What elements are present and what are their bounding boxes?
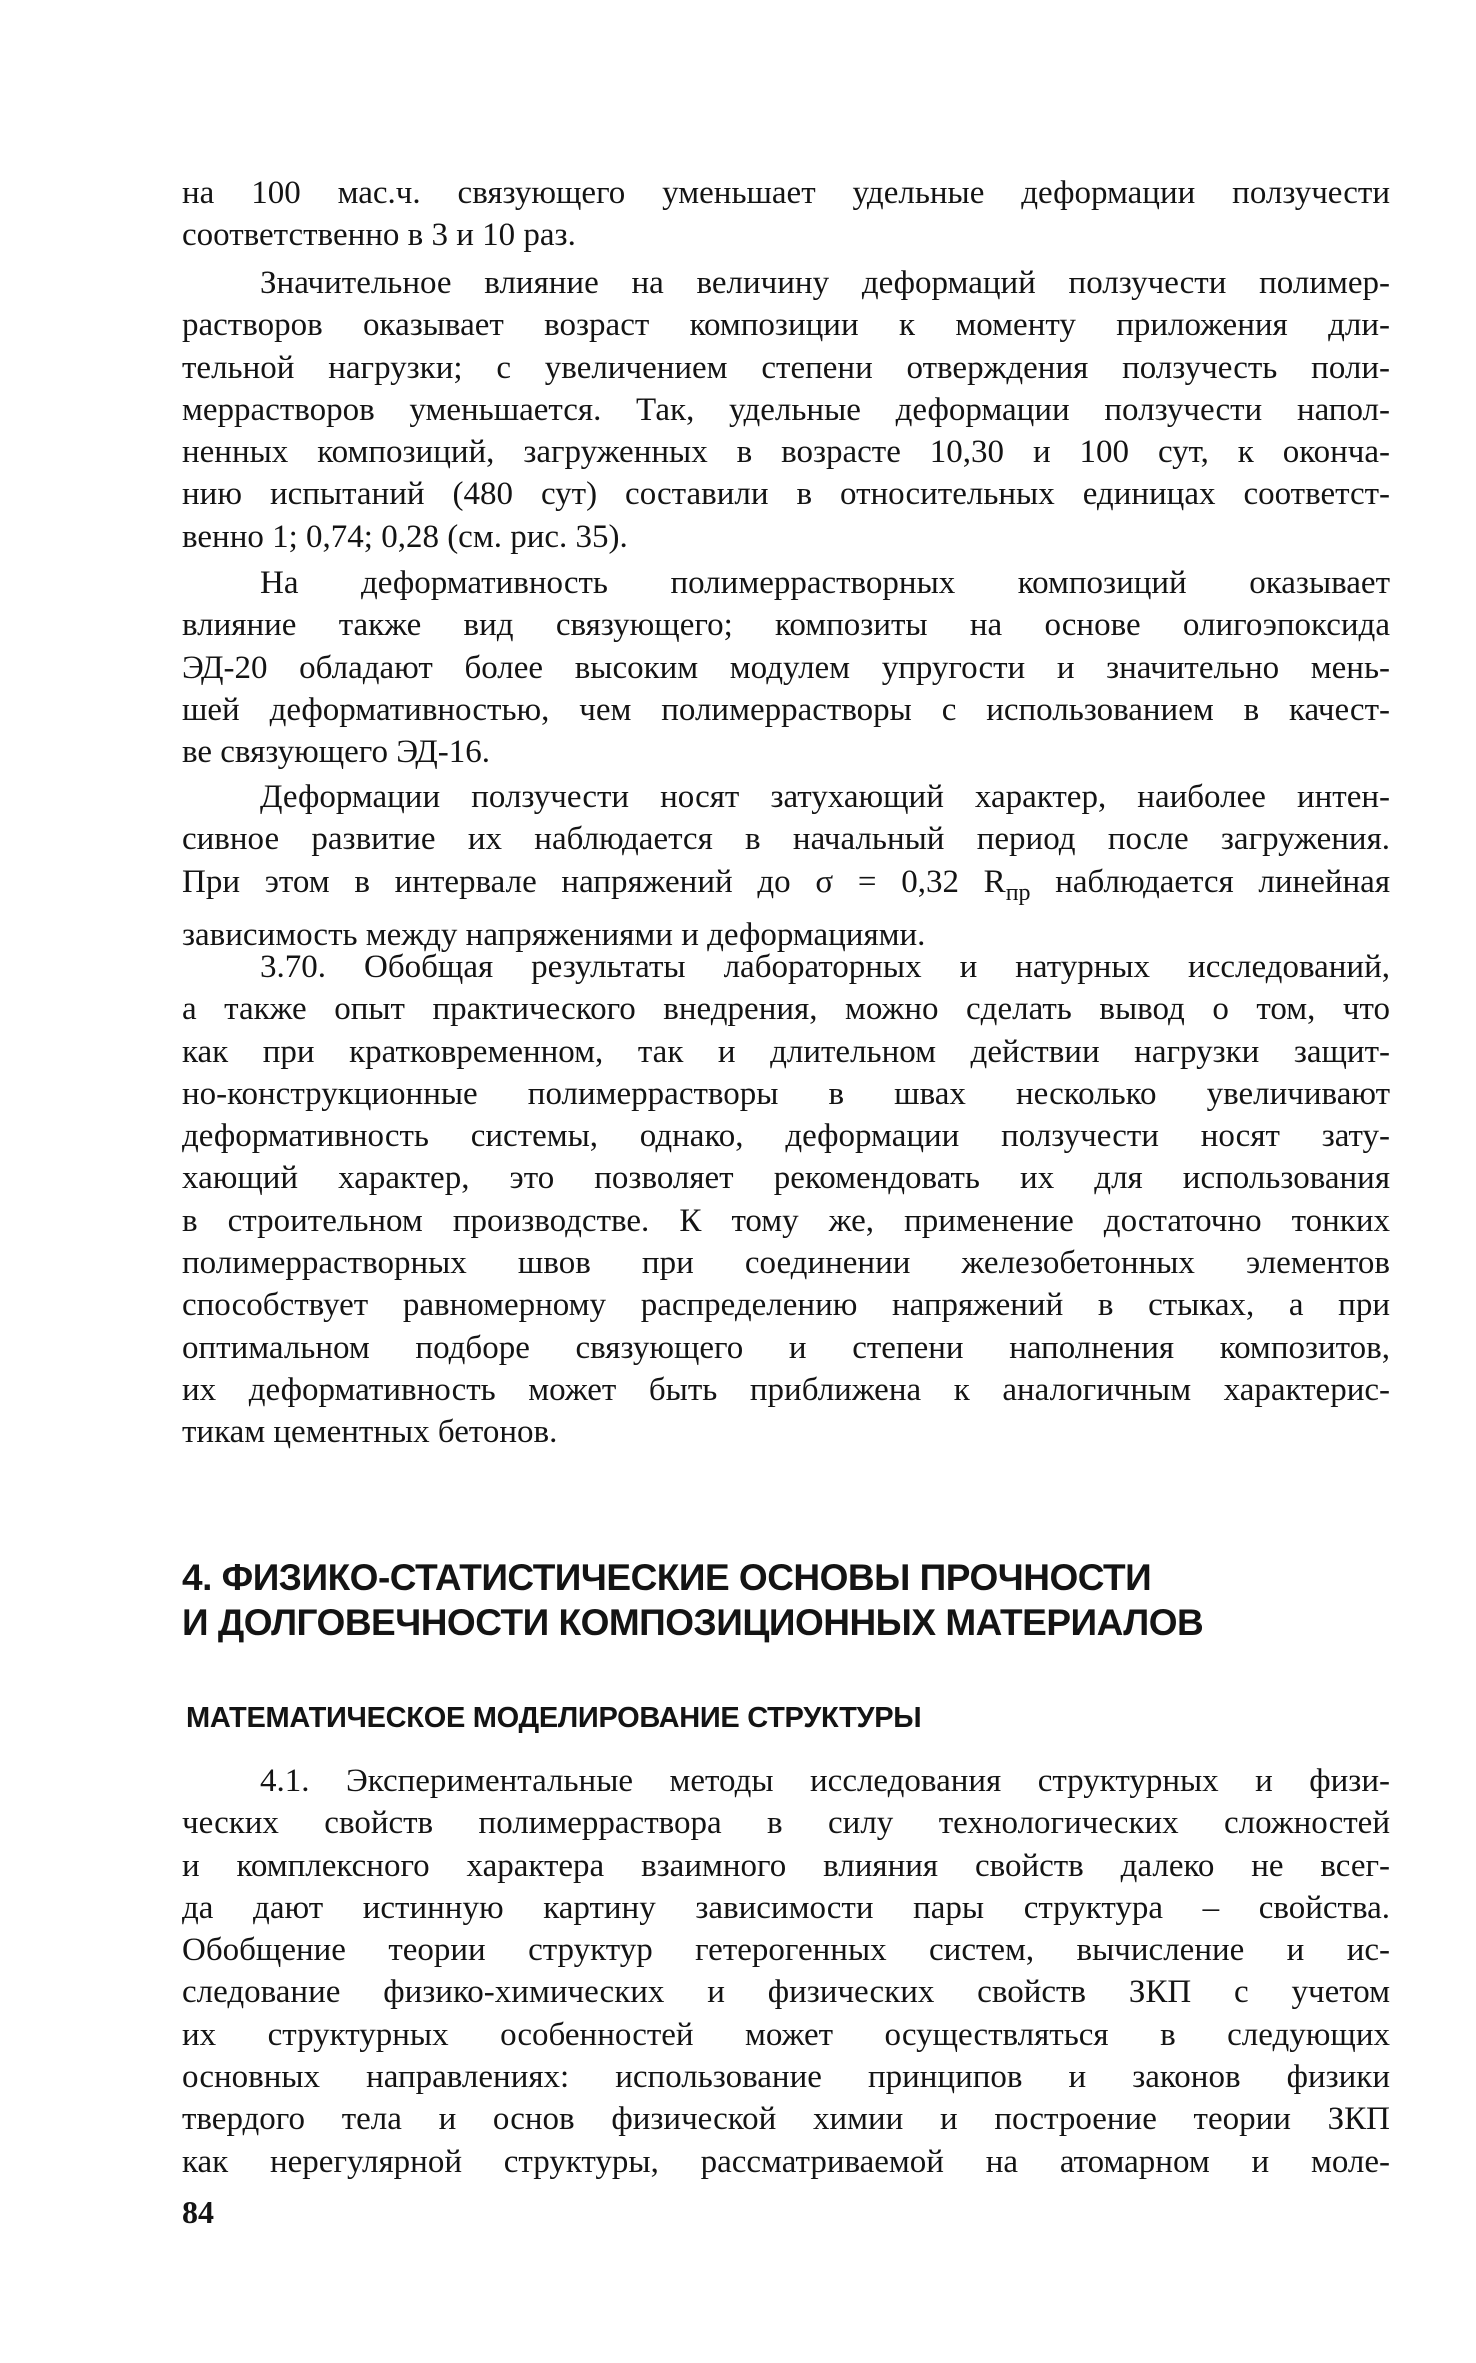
paragraph — [182, 946, 1390, 1454]
text-line: зависимость между напряжениями и деформациями. — [182, 916, 926, 953]
paragraph — [182, 1760, 1390, 2183]
text-line: но-конструкционные полимеррастворы в швах несколько увеличивают — [182, 1075, 1390, 1112]
text-line: Обобщение теории структур гетерогенных систем, вычисление и ис- — [182, 1932, 1390, 1969]
text-line: их деформативность может быть приближена к аналогичным характерис- — [182, 1371, 1390, 1408]
paragraph — [182, 262, 1390, 558]
text-line: ненных композиций, загруженных в возрасте 10,30 и 100 сут, к оконча- — [182, 434, 1390, 471]
text-line: а также опыт практического внедрения, можно сделать вывод о том, что — [182, 991, 1390, 1028]
paragraph-continuation — [182, 172, 1390, 257]
paragraph-creep-character — [182, 776, 1390, 956]
text-line: растворов оказывает возраст композиции к моменту приложения дли- — [182, 307, 1390, 344]
text-line: 4.1. Экспериментальные методы исследования структурных и физи- — [260, 1763, 1390, 1799]
text-line: Значительное влияние на величину деформаций ползучести полимер- — [260, 265, 1390, 301]
text-line: да дают истинную картину зависимости пары структура – свойства. — [182, 1889, 1390, 1926]
text-line: оптимальном подборе связующего и степени наполнения композитов, — [182, 1329, 1390, 1366]
text-line: меррастворов уменьшается. Так, удельные деформации ползучести напол- — [182, 391, 1390, 428]
text-line: Деформации ползучести носят затухающий характер, наиболее интен- — [260, 779, 1390, 815]
text-line: их структурных особенностей может осуществляться в следующих — [182, 2016, 1390, 2053]
text-line: ве связующего ЭД-16. — [182, 734, 491, 771]
text-line: нию испытаний (480 сут) составили в относительных единицах соответст- — [182, 476, 1390, 513]
paragraph — [182, 776, 1390, 956]
text-line: следование физико-химических и физических свойств ЗКП с учетом — [182, 1974, 1390, 2011]
text-line: деформативность системы, однако, деформации ползучести носят зату- — [182, 1118, 1390, 1155]
text-line: ческих свойств полимерраствора в силу технологических сложностей — [182, 1805, 1390, 1842]
formula-text-after: наблюдается линейная — [1030, 863, 1391, 900]
text-line: На деформативность полимеррастворных композиций оказывает — [260, 565, 1390, 601]
text-line-formula — [182, 861, 1390, 914]
formula-subscript: пр — [1005, 879, 1031, 906]
paragraph-4-1 — [182, 1760, 1390, 2183]
section-title: МАТЕМАТИЧЕСКОЕ МОДЕЛИРОВАНИЕ СТРУКТУРЫ — [186, 1702, 922, 1734]
paragraph-creep-age — [182, 262, 1390, 558]
text-line: как при кратковременном, так и длительном действии нагрузки защит- — [182, 1033, 1390, 1070]
text-line: как нерегулярной структуры, рассматриваемой на атомарном и моле- — [182, 2143, 1390, 2180]
text-line: твердого тела и основ физической химии и построение теории ЗКП — [182, 2101, 1390, 2138]
text-line: 3.70. Обобщая результаты лабораторных и натурных исследований, — [260, 949, 1390, 985]
text-line: тикам цементных бетонов. — [182, 1414, 558, 1451]
text-line: сивное развитие их наблюдается в начальный период после загружения. — [182, 821, 1390, 858]
text-line: шей деформативностью, чем полимеррастворы с использованием в качест- — [182, 691, 1390, 728]
text-line: способствует равномерному распределению напряжений в стыках, а при — [182, 1287, 1390, 1324]
text-line: в строительном производстве. К тому же, применение достаточно тонких — [182, 1202, 1390, 1239]
text-line: и комплексного характера взаимного влияния свойств далеко не всег- — [182, 1847, 1390, 1884]
paragraph — [182, 562, 1390, 773]
chapter-title — [182, 1555, 1390, 1645]
formula-text: При этом в интервале напряжений до σ = 0,32 R — [182, 863, 1006, 900]
text-line: тельной нагрузки; с увеличением степени отверждения ползучесть поли- — [182, 349, 1390, 386]
text-line: хающий характер, это позволяет рекомендовать их для использования — [182, 1160, 1390, 1197]
paragraph-3-70 — [182, 946, 1390, 1454]
chapter-title-line: И ДОЛГОВЕЧНОСТИ КОМПОЗИЦИОННЫХ МАТЕРИАЛОВ — [182, 1602, 1204, 1643]
text-line: полимеррастворных швов при соединении железобетонных элементов — [182, 1245, 1390, 1282]
paragraph — [182, 172, 1390, 257]
text-line: венно 1; 0,74; 0,28 (см. рис. 35). — [182, 518, 628, 555]
text-line: соответственно в 3 и 10 раз. — [182, 217, 576, 254]
text-line: на 100 мас.ч. связующего уменьшает удельные деформации ползучести — [182, 175, 1390, 211]
chapter-title-line: 4. ФИЗИКО-СТАТИСТИЧЕСКИЕ ОСНОВЫ ПРОЧНОСТИ — [182, 1557, 1152, 1598]
text-line: влияние также вид связующего; композиты на основе олигоэпоксида — [182, 607, 1390, 644]
page-number: 84 — [182, 2194, 214, 2230]
paragraph-binder-type — [182, 562, 1390, 773]
text-line: основных направлениях: использование принципов и законов физики — [182, 2059, 1390, 2096]
text-line: ЭД-20 обладают более высоким модулем упругости и значительно мень- — [182, 649, 1390, 686]
